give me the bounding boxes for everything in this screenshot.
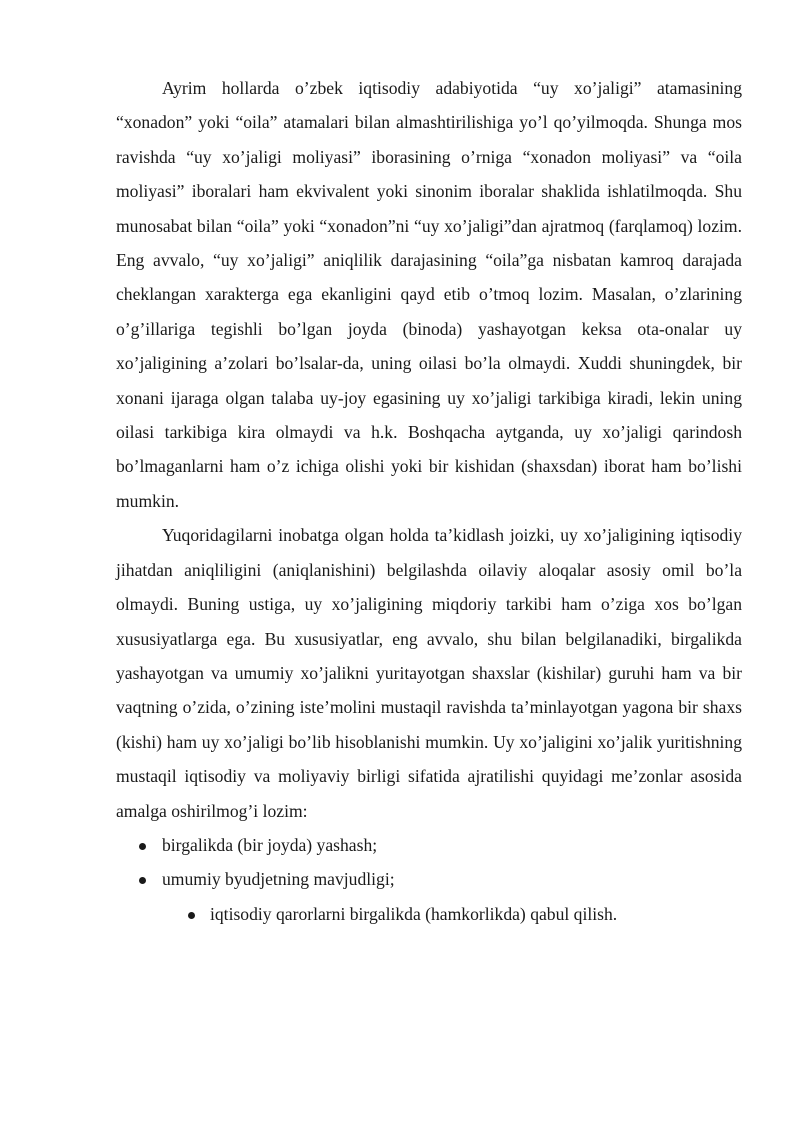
list-item-text: birgalikda (bir joyda) yashash; [162, 834, 378, 855]
list-item-text: iqtisodiy qarorlarni birgalikda (hamkorlikda) qabul qilish. [210, 903, 618, 924]
paragraph-household-definition: Ayrim hollarda o’zbek iqtisodiy adabiyotida “uy xo’jaligi” atamasining “xonadon” yoki “oila” atamalari bilan almashtirilishiga yo’l qo’yilmoqda. Shunga mos ravishda “uy xo’jaligi moliyasi” iborasining o’rniga “xonadon moliyasi” va “oila moliyasi” iboralari ham ekvivalent yoki sinonim iboralar shaklida ishlatilmoqda. Shu munosabat bilan “oila” yoki “xonadon”ni “uy xo’jaligi”dan ajratmoq (farqlamoq) lozim. Eng avvalo, “uy xo’jaligi” aniqlilik darajasining “oila”ga nisbatan kamroq darajada cheklangan xarakterga ega ekanligini qayd etib o’tmoq lozim. Masalan, o’zlarining o’g’illariga tegishli bo’lgan joyda (binoda) yashayotgan keksa ota-onalar uy xo’jaligining a’zolari bo’lsalar-da, uning oilasi bo’la olmaydi. Xuddi shuningdek, bir xonani ijaraga olgan talaba uy-joy egasining uy xo’jaligi tarkibiga kiradi, lekin uning oilasi tarkibiga kira olmaydi va h.k. Boshqacha aytganda, uy xo’jaligi qarindosh bo’lmaganlarni ham o’z ichiga olishi yoki bir kishidan (shaxsdan) iborat ham bo’lishi mumkin. [116, 78, 742, 511]
list-item [116, 828, 742, 862]
bullet-icon [188, 912, 195, 919]
list-item [116, 897, 742, 931]
list-item [116, 862, 742, 896]
bullet-icon [139, 877, 146, 884]
paragraph-household-criteria: Yuqoridagilarni inobatga olgan holda ta’kidlash joizki, uy xo’jaligining iqtisodiy jihatdan aniqliligini (aniqlanishini) belgilashda oilaviy aloqalar asosiy omil bo’la olmaydi. Buning ustiga, uy xo’jaligining miqdoriy tarkibi ham o’ziga xos bo’lgan xususiyatlarga ega. Bu xususiyatlar, eng avvalo, shu bilan belgilanadiki, birgalikda yashayotgan va umumiy xo’jalikni yuritayotgan shaxslar (kishilar) guruhi ham va bir vaqtning o’zida, o’zining iste’molini mustaqil ravishda ta’minlayotgan yagona bir shaxs (kishi) ham uy xo’jaligi bo’lib hisoblanishi mumkin. Uy xo’jaligini xo’jalik yuritishning mustaqil iqtisodiy va moliyaviy birligi sifatida ajratilishi quyidagi me’zonlar asosida amalga oshirilmog’i lozim: [116, 525, 742, 821]
bullet-icon [139, 843, 146, 850]
document-page [116, 71, 742, 931]
list-item-text: umumiy byudjetning mavjudligi; [162, 869, 395, 890]
criteria-list [116, 828, 742, 931]
